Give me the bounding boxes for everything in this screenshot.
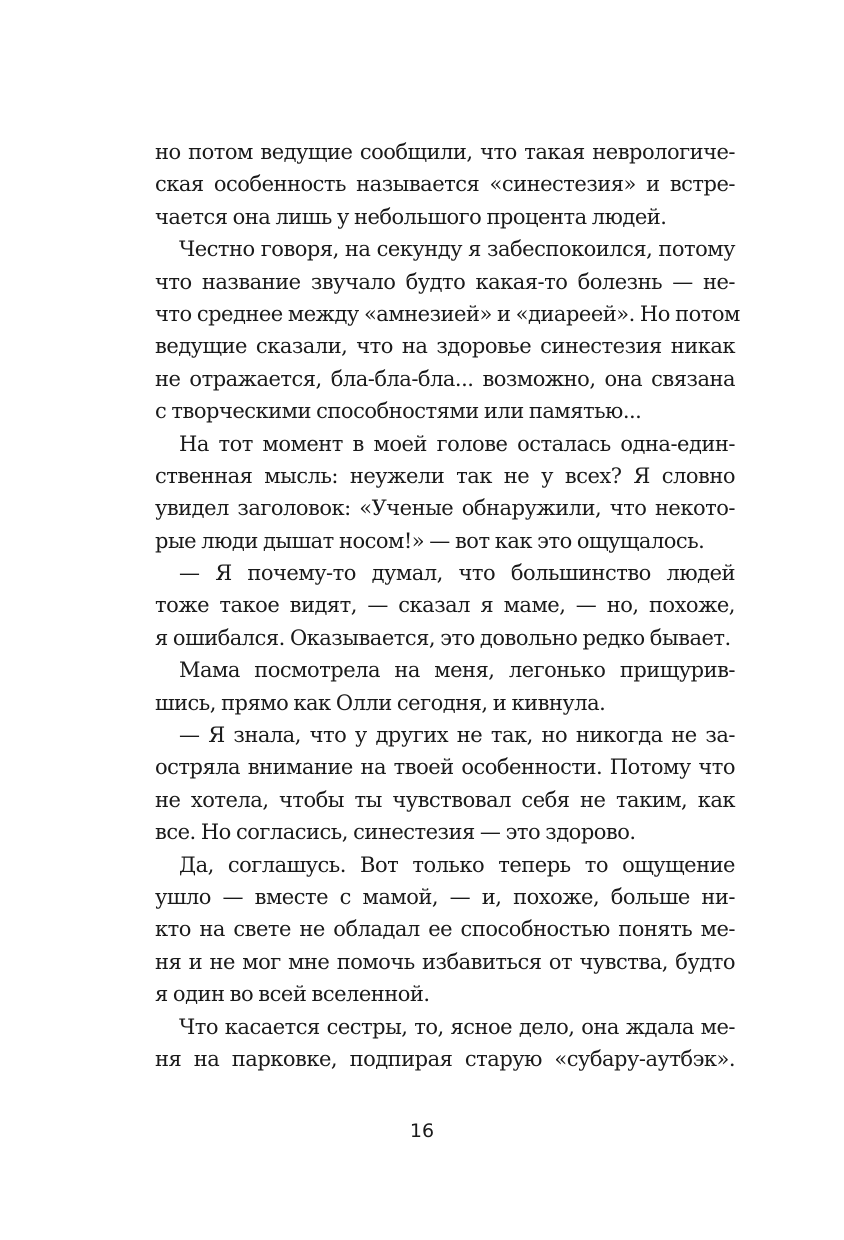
text-line: рые люди дышат носом!» — вот как это ощущалось.: [155, 528, 705, 553]
body-text: [155, 136, 740, 1075]
text-line: остряла внимание на твоей особенности. Потому что: [155, 755, 735, 780]
text-line: ская особенность называется «синестезия» и встре-: [155, 172, 735, 197]
text-line: ня на парковке, подпирая старую «субару-аутбэк».: [155, 1046, 735, 1071]
text-line: не хотела, чтобы ты чувствовал себя не таким, как: [155, 787, 735, 812]
text-line: но потом ведущие сообщили, что такая неврологиче-: [155, 140, 735, 164]
text-line: ушло — вместе с мамой, — и, похоже, больше ни-: [155, 884, 735, 909]
text-line: увидел заголовок: «Ученые обнаружили, что некото-: [155, 496, 735, 521]
text-line: ственная мысль: неужели так не у всех? Я словно: [155, 463, 735, 488]
text-line: На тот момент в моей голове осталась одна-един-: [179, 431, 735, 456]
text-line: с творческими способностями или памятью...: [155, 399, 642, 424]
text-line: ня и не мог мне помочь избавиться от чувства, будто: [155, 949, 735, 974]
text-line: Что касается сестры, то, ясное дело, она ждала ме-: [179, 1014, 735, 1039]
text-line: я один во всей вселенной.: [155, 982, 430, 1007]
text-line: Да, соглашусь. Вот только теперь то ощущение: [179, 852, 735, 877]
text-line: ведущие сказали, что на здоровье синестезия никак: [155, 334, 735, 359]
text-line: не отражается, бла-бла-бла... возможно, она связана: [155, 366, 735, 391]
text-line: что название звучало будто какая-то болезнь — не-: [155, 269, 735, 294]
text-line: шись, прямо как Олли сегодня, и кивнула.: [155, 690, 606, 715]
text-line: что среднее между «амнезией» и «диареей». Но потом: [155, 301, 740, 326]
page-number: 16: [409, 1120, 435, 1142]
text-line: все. Но согласись, синестезия — это здорово.: [155, 820, 636, 845]
text-line: — Я знала, что у других не так, но никогда не за-: [179, 723, 735, 748]
text-line: Честно говоря, на секунду я забеспокоился, потому: [179, 237, 735, 262]
text-line: кто на свете не обладал ее способностью понять ме-: [155, 917, 735, 942]
text-line: чается она лишь у небольшого процента людей.: [155, 204, 667, 229]
text-line: Мама посмотрела на меня, легонько прищурив-: [179, 658, 735, 683]
text-line: я ошибался. Оказывается, это довольно редко бывает.: [155, 625, 731, 650]
text-line: тоже такое видят, — сказал я маме, — но, похоже,: [155, 593, 735, 618]
text-line: — Я почему-то думал, что большинство людей: [179, 561, 735, 586]
